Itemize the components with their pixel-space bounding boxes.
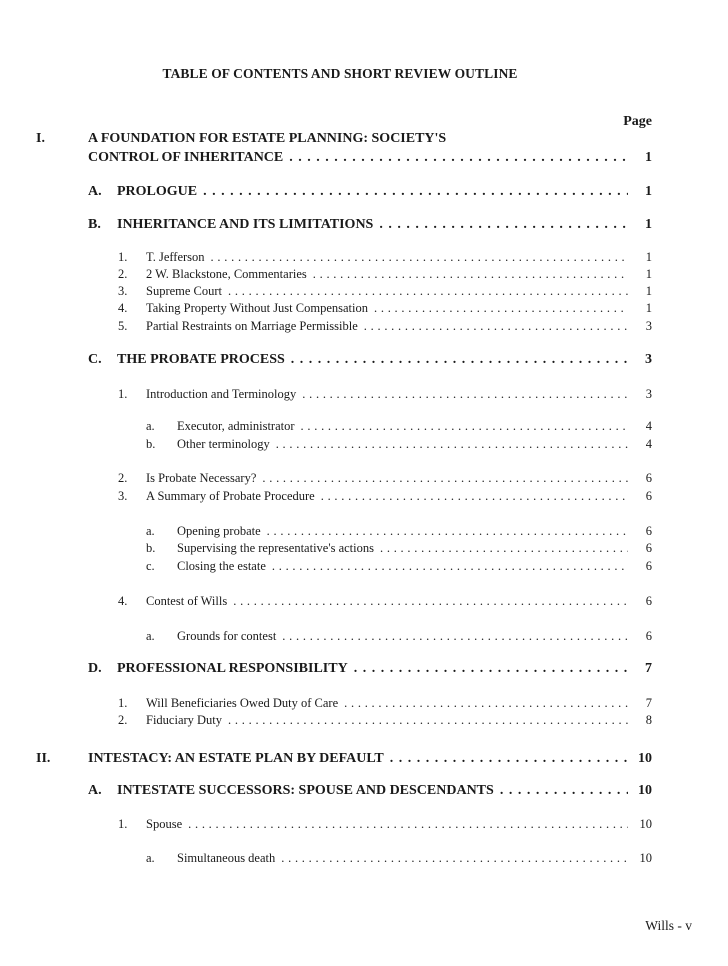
entry-label: a. [146,419,155,433]
entry-page: 1 [645,284,652,298]
page-column-header: Page [623,114,652,129]
dot-leader [282,629,628,644]
toc-entry [118,471,652,486]
entry-label: b. [146,437,156,451]
entry-page: 8 [645,713,652,727]
entry-title: CONTROL OF INHERITANCE [88,150,284,165]
dot-leader [233,594,628,609]
entry-label: 4. [118,301,128,315]
entry-title: Taking Property Without Just Compensation [146,301,368,315]
entry-title: Will Beneficiaries Owed Duty of Care [146,696,339,710]
entry-title: PROFESSIONAL RESPONSIBILITY [117,661,348,676]
entry-label: 1. [118,817,128,831]
entry-page: 6 [645,524,652,538]
entry-page: 1 [645,150,652,165]
toc-entry [36,751,652,767]
dot-leader [364,319,628,334]
entry-page: 6 [645,629,652,643]
toc-entry [146,437,652,452]
dot-leader [203,184,628,200]
toc-entry [118,817,652,832]
entry-title: 2 W. Blackstone, Commentaries [146,267,307,281]
toc-entry [88,217,652,233]
entry-page: 1 [645,250,652,264]
entry-title: Supreme Court [146,284,223,298]
entry-label: B. [88,217,101,232]
toc-entry [146,559,652,574]
page-title: TABLE OF CONTENTS AND SHORT REVIEW OUTLINE [162,66,518,81]
entry-title: Grounds for contest [177,629,277,643]
entry-page: 3 [645,319,652,333]
dot-leader [267,524,628,539]
toc-entry [88,661,652,677]
entry-label: 2. [118,267,128,281]
entry-page: 4 [645,437,652,451]
entry-label: 3. [118,489,128,503]
entry-title: Opening probate [177,524,261,538]
toc-entry [118,250,652,265]
entry-title: Fiduciary Duty [146,713,223,727]
entry-label: A. [88,184,102,199]
entry-page: 1 [645,217,652,232]
entry-page: 1 [645,184,652,199]
entry-label: 1. [118,696,128,710]
entry-title: Simultaneous death [177,851,276,865]
dot-leader [380,541,628,556]
entry-title: Spouse [146,817,183,831]
toc-entry [146,524,652,539]
toc-entry [118,489,652,504]
toc-entry [118,319,652,334]
toc-entry [146,629,652,644]
toc-entry [118,713,652,728]
entry-page: 6 [645,541,652,555]
entry-label: 5. [118,319,128,333]
entry-title: Is Probate Necessary? [146,471,257,485]
entry-title: T. Jefferson [146,250,205,264]
entry-label: a. [146,629,155,643]
dot-leader [354,661,628,677]
entry-page: 7 [645,696,652,710]
dot-leader [291,352,628,368]
entry-label: 3. [118,284,128,298]
entry-page: 10 [639,851,652,865]
section-numeral: I. [36,131,45,146]
dot-leader [301,419,628,434]
entry-label: 4. [118,594,128,608]
entry-page: 7 [645,661,652,676]
dot-leader [281,851,628,866]
entry-title: Contest of Wills [146,594,228,608]
section-numeral: II. [36,751,51,766]
dot-leader [344,696,628,711]
dot-leader [313,267,628,282]
entry-page: 6 [645,594,652,608]
dot-leader [228,713,628,728]
entry-label: A. [88,783,102,798]
entry-title: INTESTATE SUCCESSORS: SPOUSE AND DESCENDANTS [117,783,494,798]
entry-label: a. [146,851,155,865]
entry-page: 6 [645,489,652,503]
dot-leader [390,751,628,767]
entry-title: PROLOGUE [117,184,198,199]
entry-page: 10 [638,751,652,766]
section-title: A FOUNDATION FOR ESTATE PLANNING: SOCIETY'S [88,131,447,146]
dot-leader [262,471,628,486]
dot-leader [289,150,628,166]
toc-entry [118,696,652,711]
toc-entry [88,352,652,368]
entry-page: 3 [645,352,652,367]
entry-page: 10 [638,783,652,798]
entry-title: A Summary of Probate Procedure [146,489,315,503]
dot-leader [500,783,628,799]
toc-entry [118,594,652,609]
toc-entry [118,387,652,402]
toc-entry [88,150,652,166]
dot-leader [188,817,628,832]
entry-label: c. [146,559,155,573]
dot-leader [321,489,628,504]
entry-title: Executor, administrator [177,419,295,433]
entry-label: 2. [118,713,128,727]
entry-page: 6 [645,559,652,573]
entry-title: Closing the estate [177,559,266,573]
entry-title: Supervising the representative's actions [177,541,374,555]
entry-page: 3 [645,387,652,401]
entry-title: INHERITANCE AND ITS LIMITATIONS [117,217,374,232]
entry-label: 1. [118,387,128,401]
dot-leader [228,284,628,299]
entry-label: D. [88,661,102,676]
entry-title: Introduction and Terminology [146,387,297,401]
dot-leader [272,559,628,574]
dot-leader [276,437,628,452]
entry-page: 6 [645,471,652,485]
toc-entry [118,267,652,282]
entry-label: 2. [118,471,128,485]
entry-title: Partial Restraints on Marriage Permissible [146,319,358,333]
dot-leader [379,217,628,233]
toc-entry [146,419,652,434]
entry-label: C. [88,352,102,367]
entry-page: 1 [645,301,652,315]
toc-entry [146,541,652,556]
entry-title: Other terminology [177,437,270,451]
dot-leader [302,387,628,402]
entry-page: 10 [639,817,652,831]
page-footer: Wills - v [645,918,692,933]
entry-page: 1 [645,267,652,281]
entry-title: INTESTACY: AN ESTATE PLAN BY DEFAULT [88,751,384,766]
toc-entry [88,783,652,799]
entry-title: THE PROBATE PROCESS [117,352,285,367]
entry-label: a. [146,524,155,538]
entry-label: b. [146,541,156,555]
entry-label: 1. [118,250,128,264]
entry-page: 4 [645,419,652,433]
dot-leader [374,301,628,316]
toc-entry [146,851,652,866]
toc-entry [118,284,652,299]
dot-leader [211,250,628,265]
toc-entry [118,301,652,316]
toc-entry [88,184,652,200]
